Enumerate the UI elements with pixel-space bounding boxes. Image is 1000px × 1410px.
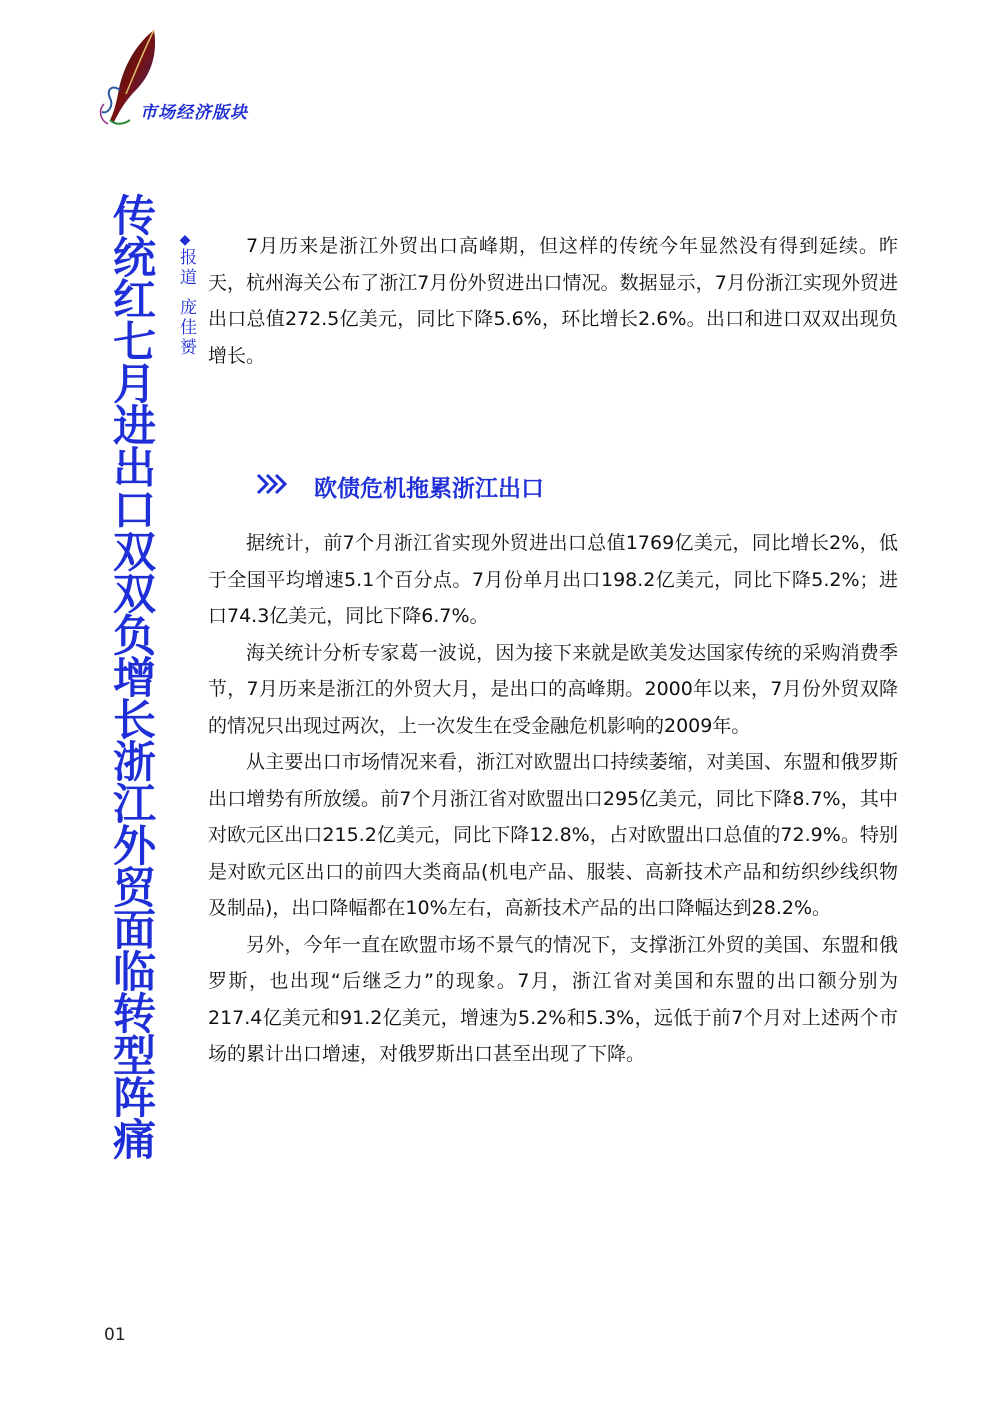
double-chevron-icon [256, 473, 296, 501]
byline-author: 庞佳赟 [176, 298, 196, 358]
article-title: 传统红七月进出口双双负增长浙江外贸面临转型阵痛 [106, 193, 156, 1159]
byline-role: 报道 [176, 248, 196, 288]
section-label: 市场经济版块 [140, 103, 248, 123]
body-paragraph: 据统计，前7个月浙江省实现外贸进出口总值1769亿美元，同比增长2%，低于全国平均增速5.1个百分点。7月份单月出口198.2亿美元，同比下降5.2%；进口74.3亿美元，同比下降6.7%。 [208, 532, 898, 627]
body-paragraph: 海关统计分析专家葛一波说，因为接下来就是欧美发达国家传统的采购消费季节，7月历来是浙江的外贸大月，是出口的高峰期。2000年以来，7月份外贸双降的情况只出现过两次，上一次发生在受金融危机影响的2009年。 [208, 641, 898, 737]
diamond-icon: ◆ [179, 232, 191, 248]
body-paragraph: 从主要出口市场情况来看，浙江对欧盟出口持续萎缩，对美国、东盟和俄罗斯出口增势有所放缓。前7个月浙江省对欧盟出口295亿美元，同比下降8.7%，其中对欧元区出口215.2亿美元，同比下降12.8%，占对欧盟出口总值的72.9%。特别是对欧元区出口的前四大类商品(机电产品、服装、高新技术产品和纺织纱线织物及制品)，出口降幅都在10%左右，高新技术产品的出口降幅达到28.2%。 [208, 751, 898, 919]
subheading-text: 欧债危机拖累浙江出口 [314, 476, 544, 502]
byline [170, 232, 200, 358]
subheading [256, 470, 898, 503]
page-number: 01 [104, 1325, 126, 1345]
body-paragraph: 另外，今年一直在欧盟市场不景气的情况下，支撑浙江外贸的美国、东盟和俄罗斯，也出现“后继乏力”的现象。7月，浙江省对美国和东盟的出口额分别为217.4亿美元和91.2亿美元，增速为5.2%和5.3%，远低于前7个月对上述两个市场的累计出口增速，对俄罗斯出口甚至出现了下降。 [208, 933, 898, 1065]
intro-paragraph: 7月历来是浙江外贸出口高峰期，但这样的传统今年显然没有得到延续。昨天，杭州海关公布了浙江7月份外贸进出口情况。数据显示，7月份浙江实现外贸进出口总值272.5亿美元，同比下降5.6%，环比增长2.6%。出口和进口双双出现负增长。 [208, 235, 898, 367]
article-body [208, 228, 898, 1073]
